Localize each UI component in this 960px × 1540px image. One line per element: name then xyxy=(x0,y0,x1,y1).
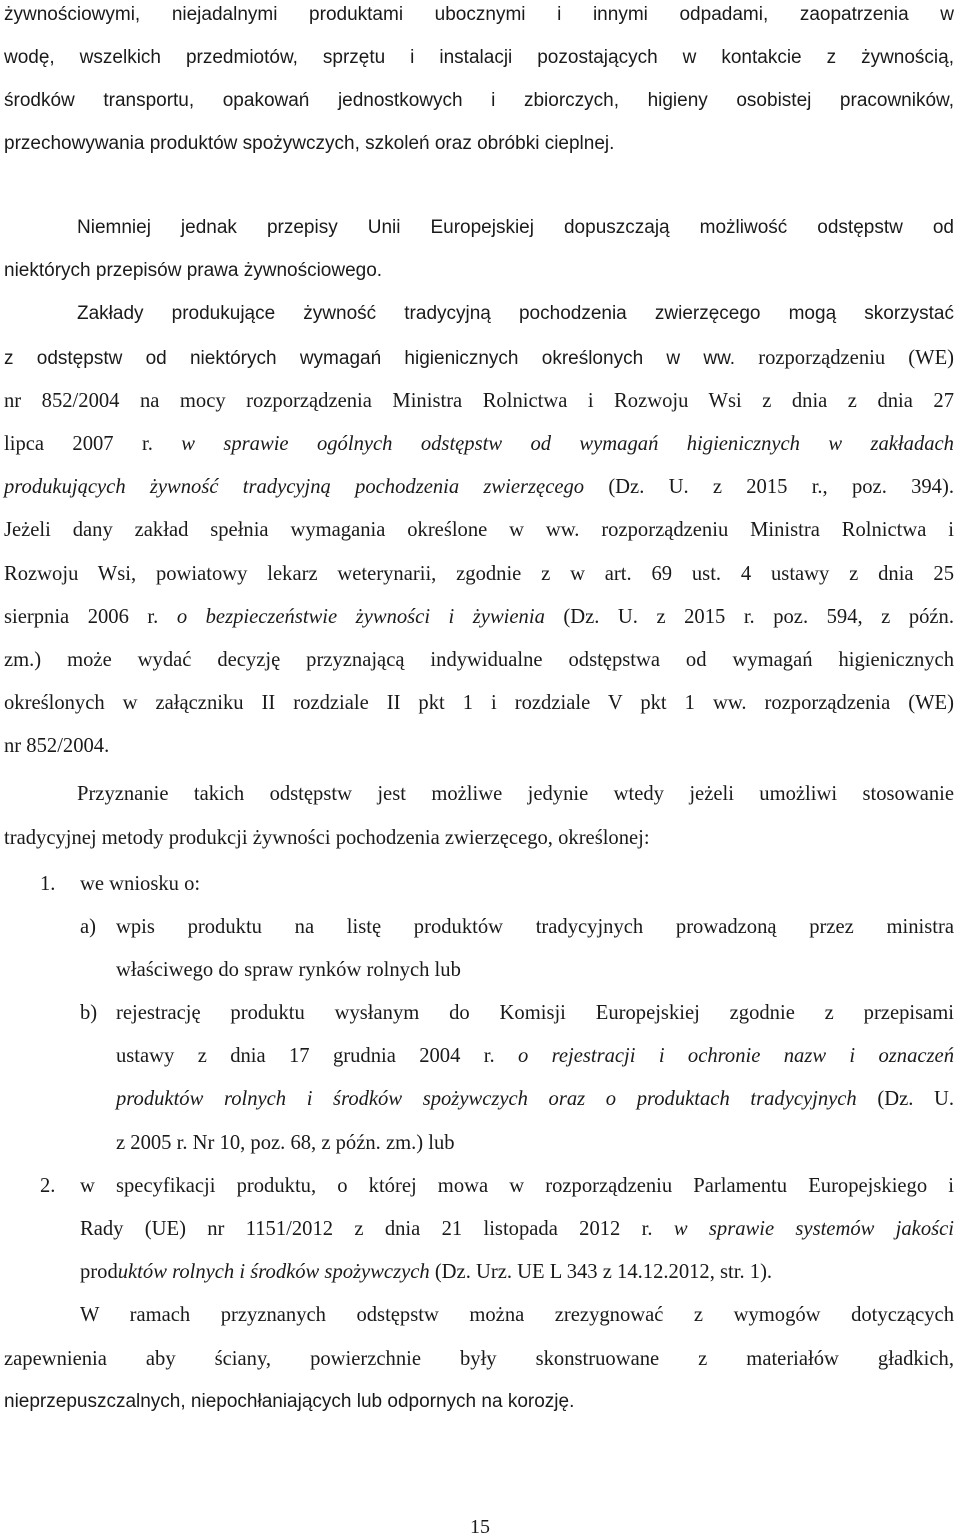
text-run: lipca 2007 r. xyxy=(4,433,182,455)
list-number: 1. xyxy=(40,873,56,895)
text-line: nr 852/2004. xyxy=(4,735,110,757)
list-letter: b) xyxy=(80,1002,98,1024)
italic-run: w sprawie ogólnych odstępstw od wymagań higienicznych w zakładach xyxy=(181,433,954,455)
text-line xyxy=(4,431,954,457)
list-letter: a) xyxy=(80,916,96,938)
text-line: właściwego do spraw rynków rolnych lub xyxy=(116,959,461,981)
text-line xyxy=(80,1259,954,1285)
text-line: Jeżeli dany zakład spełnia wymagania określone w ww. rozporządzeniu Ministra Rolnictwa i xyxy=(4,519,954,541)
text-run: prod xyxy=(80,1261,118,1283)
text-line xyxy=(4,345,954,372)
text-line: wpis produktu na listę produktów tradycyjnych prowadzoną przez ministra xyxy=(116,916,954,938)
text-line: środków transportu, opakowań jednostkowych i zbiorczych, higieny osobistej pracowników, xyxy=(4,90,954,111)
text-line: określonych w załączniku II rozdziale II pkt 1 i rozdziale V pkt 1 ww. rozporządzenia (WE) xyxy=(4,692,954,714)
italic-run: o bezpieczeństwie żywności i żywienia xyxy=(176,606,545,628)
text-line: Zakłady produkujące żywność tradycyjną pochodzenia zwierzęcego mogą skorzystać xyxy=(77,303,954,324)
text-line: przechowywania produktów spożywczych, szkoleń oraz obróbki cieplnej. xyxy=(4,133,615,154)
text-run: Rady (UE) nr 1151/2012 z dnia 21 listopada 2012 r. xyxy=(80,1218,674,1240)
text-line xyxy=(116,1043,954,1069)
text-line xyxy=(4,474,954,500)
text-line: nieprzepuszczalnych, niepochłaniających lub odpornych na korozję. xyxy=(4,1391,575,1412)
text-run: (Dz. U. z 2015 r., poz. 394). xyxy=(584,476,954,498)
text-line: Niemniej jednak przepisy Unii Europejskiej dopuszczają możliwość odstępstw od xyxy=(77,217,954,238)
text-run: rozporządzeniu (WE) xyxy=(735,347,955,369)
list-number: 2. xyxy=(40,1175,56,1197)
text-run: z odstępstw od niektórych wymagań higienicznych określonych w ww. xyxy=(4,348,736,369)
text-line: Przyznanie takich odstępstw jest możliwe jedynie wtedy jeżeli umożliwi stosowanie xyxy=(77,783,954,805)
text-line: wodę, wszelkich przedmiotów, sprzętu i instalacji pozostających w kontakcie z żywnością, xyxy=(4,47,954,68)
text-line: zapewnienia aby ściany, powierzchnie były skonstruowane z materiałów gładkich, xyxy=(4,1348,954,1370)
italic-run: o rejestracji i ochronie nazw i oznaczeń xyxy=(517,1045,954,1067)
italic-run: produktów rolnych i środków spożywczych oraz o produktach tradycyjnych xyxy=(116,1088,857,1110)
page-number: 15 xyxy=(470,1516,490,1538)
text-line: nr 852/2004 na mocy rozporządzenia Ministra Rolnictwa i Rozwoju Wsi z dnia z dnia 27 xyxy=(4,390,954,412)
text-line: z 2005 r. Nr 10, poz. 68, z późn. zm.) lub xyxy=(116,1132,455,1154)
text-line: niektórych przepisów prawa żywnościowego. xyxy=(4,260,383,281)
text-line: W ramach przyznanych odstępstw można zrezygnować z wymogów dotyczących xyxy=(80,1304,954,1326)
text-line: Rozwoju Wsi, powiatowy lekarz weterynarii, zgodnie z w art. 69 ust. 4 ustawy z dnia 25 xyxy=(4,563,954,585)
text-run: (Dz. U. z 2015 r. poz. 594, z późn. xyxy=(544,606,955,628)
text-run: ustawy z dnia 17 grudnia 2004 r. xyxy=(116,1045,518,1067)
text-line: rejestrację produktu wysłanym do Komisji Europejskiej zgodnie z przepisami xyxy=(116,1002,954,1024)
text-line xyxy=(116,1086,954,1112)
text-line xyxy=(4,604,954,630)
text-run: (Dz. Urz. UE L 343 z 14.12.2012, str. 1). xyxy=(429,1261,773,1283)
text-line: zm.) może wydać decyzję przyznającą indywidualne odstępstwa od wymagań higienicznych xyxy=(4,649,954,671)
italic-run: uktów rolnych i środków spożywczych xyxy=(117,1261,430,1283)
text-run: sierpnia 2006 r. xyxy=(4,606,177,628)
italic-run: produkujących żywność tradycyjną pochodzenia zwierzęcego xyxy=(4,476,585,498)
text-line: żywnościowymi, niejadalnymi produktami ubocznymi i innymi odpadami, zaopatrzenia w xyxy=(4,4,954,25)
text-line: tradycyjnej metody produkcji żywności pochodzenia zwierzęcego, określonej: xyxy=(4,827,650,849)
text-line xyxy=(80,1216,954,1242)
text-run: (Dz. U. xyxy=(856,1088,954,1110)
list-item: we wniosku o: xyxy=(80,873,201,895)
italic-run: w sprawie systemów jakości xyxy=(673,1218,955,1240)
text-line: w specyfikacji produktu, o której mowa w rozporządzeniu Parlamentu Europejskiego i xyxy=(80,1175,954,1197)
